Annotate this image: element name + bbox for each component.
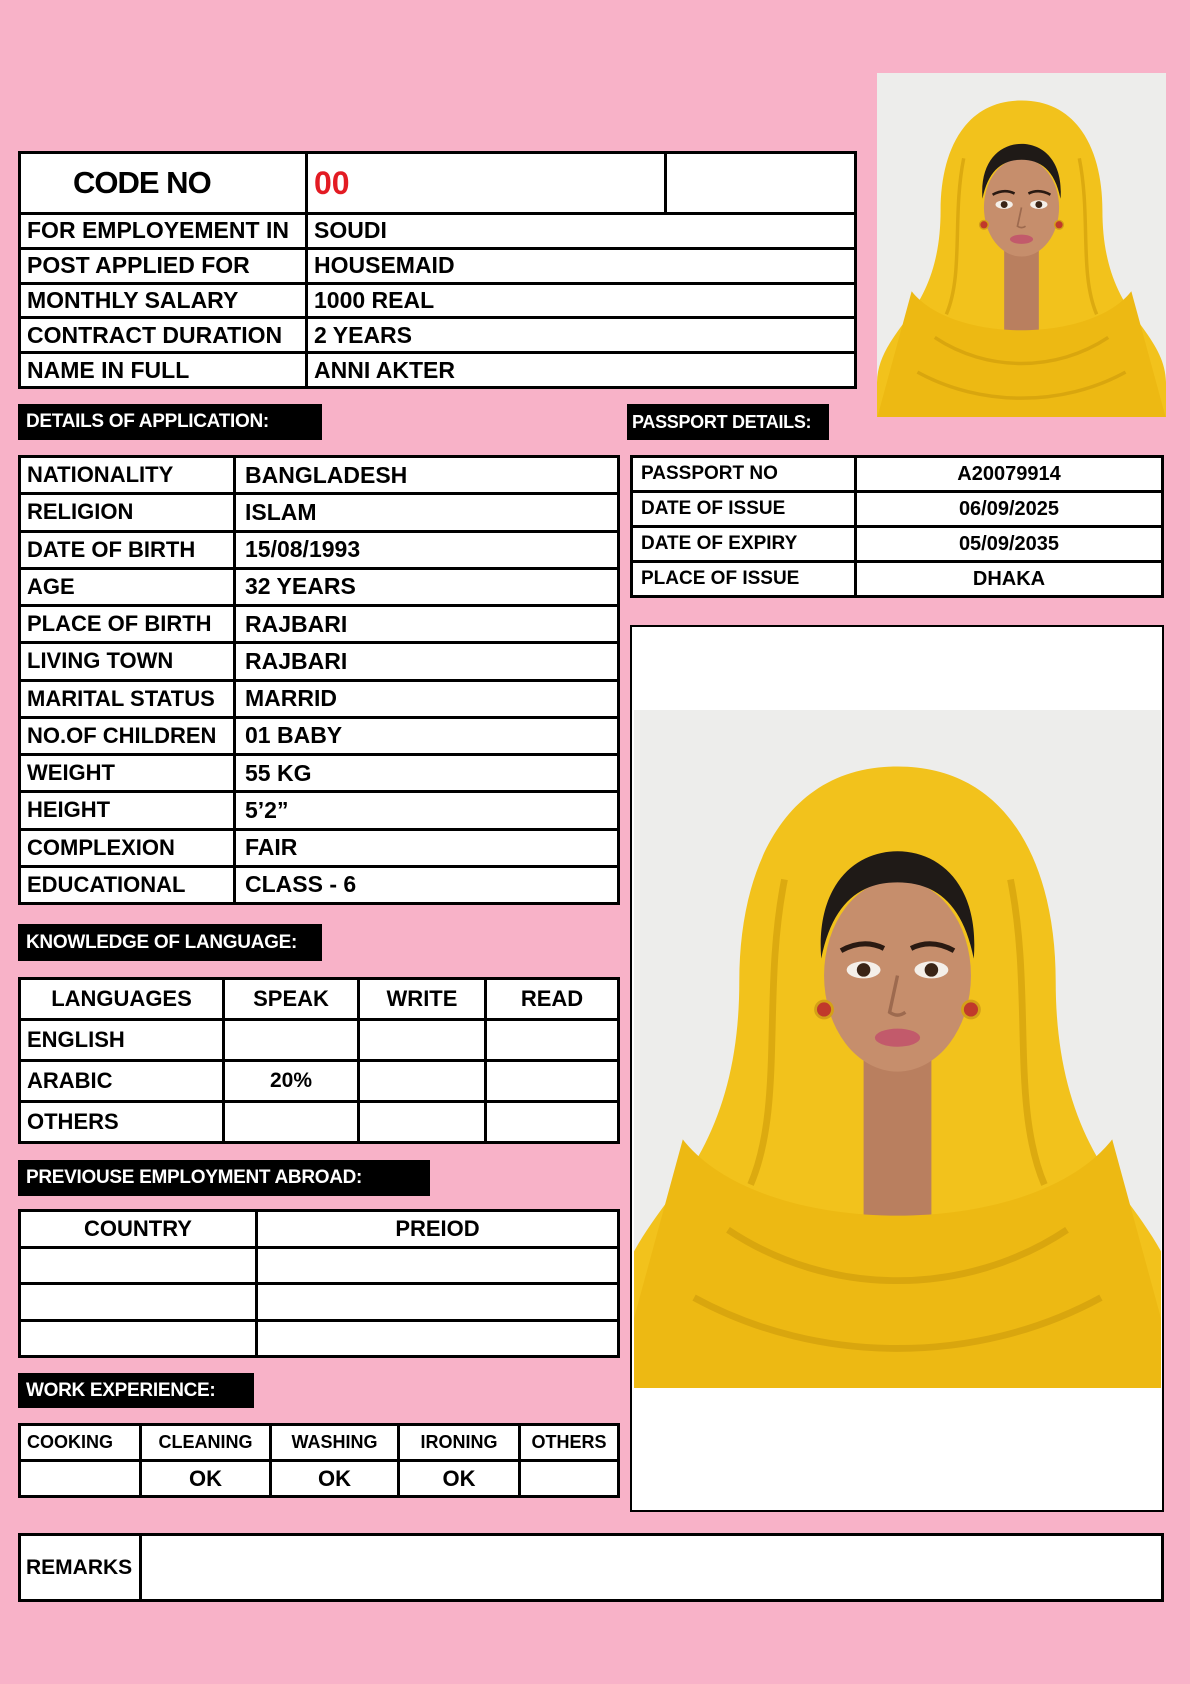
language-header-row [21, 980, 617, 1021]
previous-employment-header-row [21, 1212, 617, 1249]
contract-duration-label: CONTRACT DURATION [21, 319, 308, 351]
post-applied-value: HOUSEMAID [314, 252, 455, 279]
age-label: AGE [21, 570, 236, 604]
weight-row [21, 756, 617, 793]
passport-number-row [633, 458, 1161, 493]
expiry-date-label: DATE OF EXPIRY [633, 528, 857, 560]
weight-value: 55 KG [245, 759, 312, 786]
children-label: NO.OF CHILDREN [21, 719, 236, 753]
contract-duration-row [21, 319, 854, 354]
code-row [21, 154, 854, 215]
country-value [21, 1285, 258, 1319]
date-of-birth-label: DATE OF BIRTH [21, 533, 236, 567]
previous-employment-section-title: PREVIOUSE EMPLOYMENT ABROAD: [18, 1160, 430, 1196]
place-of-birth-row [21, 607, 617, 644]
language-row-arabic [21, 1062, 617, 1103]
language-row-english [21, 1021, 617, 1062]
work-experience-value-row [21, 1462, 617, 1495]
large-photo-frame [630, 625, 1164, 1512]
country-value [21, 1249, 258, 1283]
nationality-value: BANGLADESH [245, 461, 408, 488]
language-name: ARABIC [21, 1062, 225, 1100]
code-label: CODE NO [21, 154, 308, 212]
complexion-label: COMPLEXION [21, 831, 236, 865]
details-table [18, 455, 620, 905]
previous-employment-row [21, 1322, 617, 1356]
religion-label: RELIGION [21, 495, 236, 529]
language-row-others [21, 1103, 617, 1141]
date-of-birth-row [21, 533, 617, 570]
country-value [21, 1322, 258, 1356]
height-row [21, 793, 617, 830]
monthly-salary-value: 1000 REAL [314, 286, 435, 313]
cleaning-value: OK [142, 1462, 272, 1495]
period-header: PREIOD [395, 1215, 480, 1241]
monthly-salary-label: MONTHLY SALARY [21, 285, 308, 317]
marital-status-label: MARITAL STATUS [21, 682, 236, 716]
previous-employment-row [21, 1285, 617, 1322]
others-value [521, 1462, 617, 1495]
cooking-header: COOKING [21, 1426, 142, 1459]
nationality-label: NATIONALITY [21, 458, 236, 492]
religion-row [21, 495, 617, 532]
nationality-row [21, 458, 617, 495]
read-value [487, 1062, 617, 1100]
others-header: OTHERS [531, 1432, 607, 1452]
expiry-date-value: 05/09/2035 [958, 532, 1060, 555]
previous-employment-row [21, 1249, 617, 1286]
post-applied-row [21, 250, 854, 285]
height-label: HEIGHT [21, 793, 236, 827]
language-name: OTHERS [21, 1103, 225, 1141]
education-row [21, 868, 617, 902]
issue-place-row [633, 563, 1161, 595]
full-name-value: ANNI AKTER [314, 356, 455, 383]
issue-place-value: DHAKA [972, 567, 1046, 590]
period-value [258, 1249, 617, 1283]
write-header: WRITE [360, 980, 487, 1018]
write-value [360, 1103, 487, 1141]
cooking-value [21, 1462, 142, 1495]
post-applied-label: POST APPLIED FOR [21, 250, 308, 282]
read-header: READ [520, 986, 584, 1011]
employment-country-row [21, 215, 854, 250]
write-value [360, 1062, 487, 1100]
period-value [258, 1285, 617, 1319]
read-value [487, 1103, 617, 1141]
washing-header: WASHING [272, 1426, 400, 1459]
marital-status-row [21, 682, 617, 719]
cleaning-header: CLEANING [142, 1426, 272, 1459]
expiry-date-row [633, 528, 1161, 563]
write-value [360, 1021, 487, 1059]
contract-duration-value: 2 YEARS [314, 321, 413, 348]
read-value [487, 1021, 617, 1059]
remarks-value [142, 1536, 1161, 1599]
period-value [258, 1322, 617, 1356]
place-of-birth-label: PLACE OF BIRTH [21, 607, 236, 641]
complexion-value: FAIR [245, 834, 298, 861]
religion-value: ISLAM [245, 498, 317, 525]
remarks-table [18, 1533, 1164, 1602]
age-value: 32 YEARS [245, 573, 356, 600]
employment-country-label: FOR EMPLOYEMENT IN [21, 215, 308, 247]
language-name: ENGLISH [21, 1021, 225, 1059]
living-town-label: LIVING TOWN [21, 644, 236, 678]
passport-number-value: A20079914 [957, 462, 1061, 485]
full-name-label: NAME IN FULL [21, 354, 308, 386]
speak-value [225, 1103, 360, 1141]
issue-date-label: DATE OF ISSUE [633, 493, 857, 525]
language-section-title: KNOWLEDGE OF LANGUAGE: [18, 924, 322, 961]
applicant-photo-large [634, 710, 1161, 1388]
age-row [21, 570, 617, 607]
work-experience-section-title: WORK EXPERIENCE: [18, 1373, 254, 1408]
work-experience-header-row [21, 1426, 617, 1462]
speak-header: SPEAK [225, 980, 360, 1018]
passport-table [630, 455, 1164, 598]
issue-date-row [633, 493, 1161, 528]
remarks-label: REMARKS [21, 1536, 142, 1599]
previous-employment-table [18, 1209, 620, 1358]
language-table [18, 977, 620, 1144]
country-header: COUNTRY [21, 1212, 258, 1246]
speak-value: 20% [225, 1062, 360, 1100]
issue-date-value: 06/09/2025 [958, 497, 1060, 520]
washing-value: OK [272, 1462, 400, 1495]
place-of-birth-value: RAJBARI [245, 610, 348, 637]
children-value: 01 BABY [245, 722, 343, 749]
employment-country-value: SOUDI [314, 217, 387, 244]
passport-number-label: PASSPORT NO [633, 458, 857, 490]
complexion-row [21, 831, 617, 868]
living-town-row [21, 644, 617, 681]
weight-label: WEIGHT [21, 756, 236, 790]
issue-place-label: PLACE OF ISSUE [633, 563, 857, 595]
work-experience-table [18, 1423, 620, 1498]
date-of-birth-value: 15/08/1993 [245, 536, 361, 563]
passport-section-title: PASSPORT DETAILS: [627, 404, 829, 440]
languages-header: LANGUAGES [21, 980, 225, 1018]
full-name-row [21, 354, 854, 386]
details-section-title: DETAILS OF APPLICATION: [18, 404, 322, 440]
education-value: CLASS - 6 [245, 871, 357, 898]
living-town-value: RAJBARI [245, 647, 348, 674]
marital-status-value: MARRID [245, 685, 337, 712]
code-value: 00 [308, 154, 667, 212]
speak-value [225, 1021, 360, 1059]
monthly-salary-row [21, 285, 854, 320]
education-label: EDUCATIONAL [21, 868, 236, 902]
applicant-photo-small [877, 73, 1166, 417]
code-blank-cell [667, 154, 854, 212]
height-value: 5’2” [245, 796, 289, 823]
ironing-value: OK [400, 1462, 521, 1495]
children-row [21, 719, 617, 756]
code-table [18, 151, 857, 389]
remarks-row [21, 1536, 1161, 1599]
ironing-header: IRONING [400, 1426, 521, 1459]
